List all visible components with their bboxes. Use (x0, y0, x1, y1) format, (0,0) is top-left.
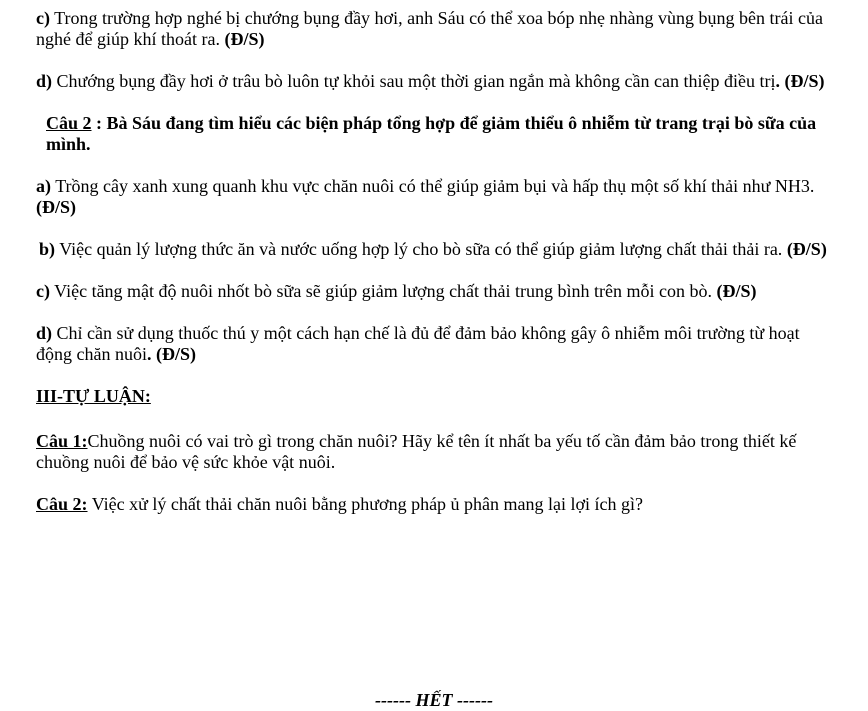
question-label: Câu 2: (36, 494, 88, 514)
q2-statement-a (36, 176, 836, 218)
true-false-mark: (Đ/S) (36, 197, 76, 217)
question-text: Bà Sáu đang tìm hiểu các biện pháp tổng hợp để giảm thiểu ô nhiễm từ trang trại bò sữa của mình. (46, 113, 817, 154)
question-text: Chuồng nuôi có vai trò gì trong chăn nuôi? Hãy kể tên ít nhất ba yếu tố cần đảm bảo trong thiết kế chuồng nuôi để bảo vệ sức khỏe vật nuôi. (36, 431, 797, 472)
q2-statement-c (36, 281, 836, 302)
statement-label: b) (39, 239, 56, 259)
statement-label: d) (36, 323, 53, 343)
statement-text: Chỉ cần sử dụng thuốc thú y một cách hạn chế là đủ để đảm bảo không gây ô nhiễm môi trường từ hoạt động chăn nuôi (36, 323, 800, 364)
true-false-mark: (Đ/S) (716, 281, 757, 301)
statement-punct: . (775, 71, 780, 91)
q2-statement-d (36, 323, 836, 365)
true-false-mark: (Đ/S) (786, 239, 827, 259)
statement-label: c) (36, 8, 50, 28)
statement-text: Việc tăng mật độ nuôi nhốt bò sữa sẽ giúp giảm lượng chất thải trung bình trên mỗi con bò. (54, 281, 713, 301)
essay-question-1 (36, 431, 836, 473)
statement-text: Chướng bụng đầy hơi ở trâu bò luôn tự khỏi sau một thời gian ngắn mà không cần can thiệp điều trị (56, 71, 776, 91)
statement-label: c) (36, 281, 50, 301)
q1-statement-d (36, 71, 836, 92)
statement-text: Trong trường hợp nghé bị chướng bụng đầy hơi, anh Sáu có thể xoa bóp nhẹ nhàng vùng bụng bên trái của nghé để giúp khí thoát ra. (36, 8, 823, 49)
essay-question-2 (36, 494, 836, 515)
q2-prompt (36, 113, 836, 155)
exam-page (36, 8, 836, 536)
question-text: Việc xử lý chất thải chăn nuôi bằng phương pháp ủ phân mang lại lợi ích gì? (91, 494, 644, 514)
q2-statement-b (36, 239, 836, 260)
q1-statement-c (36, 8, 836, 50)
statement-text: Việc quản lý lượng thức ăn và nước uống hợp lý cho bò sữa có thể giúp giảm lượng chất thải thải ra. (59, 239, 783, 259)
section-heading: III-TỰ LUẬN: (36, 386, 151, 406)
true-false-mark: (Đ/S) (155, 344, 196, 364)
statement-punct: . (146, 344, 152, 364)
true-false-mark: (Đ/S) (784, 71, 825, 91)
question-title: Câu 2 (46, 113, 92, 133)
statement-label: a) (36, 176, 51, 196)
question-colon: : (91, 113, 103, 133)
statement-label: d) (36, 71, 53, 91)
question-label: Câu 1: (36, 431, 88, 451)
statement-text: Trồng cây xanh xung quanh khu vực chăn nuôi có thể giúp giảm bụi và hấp thụ một số khí thải như NH3. (55, 176, 815, 196)
true-false-mark: (Đ/S) (224, 29, 265, 49)
end-marker: ------ HẾT ------ (375, 690, 493, 710)
